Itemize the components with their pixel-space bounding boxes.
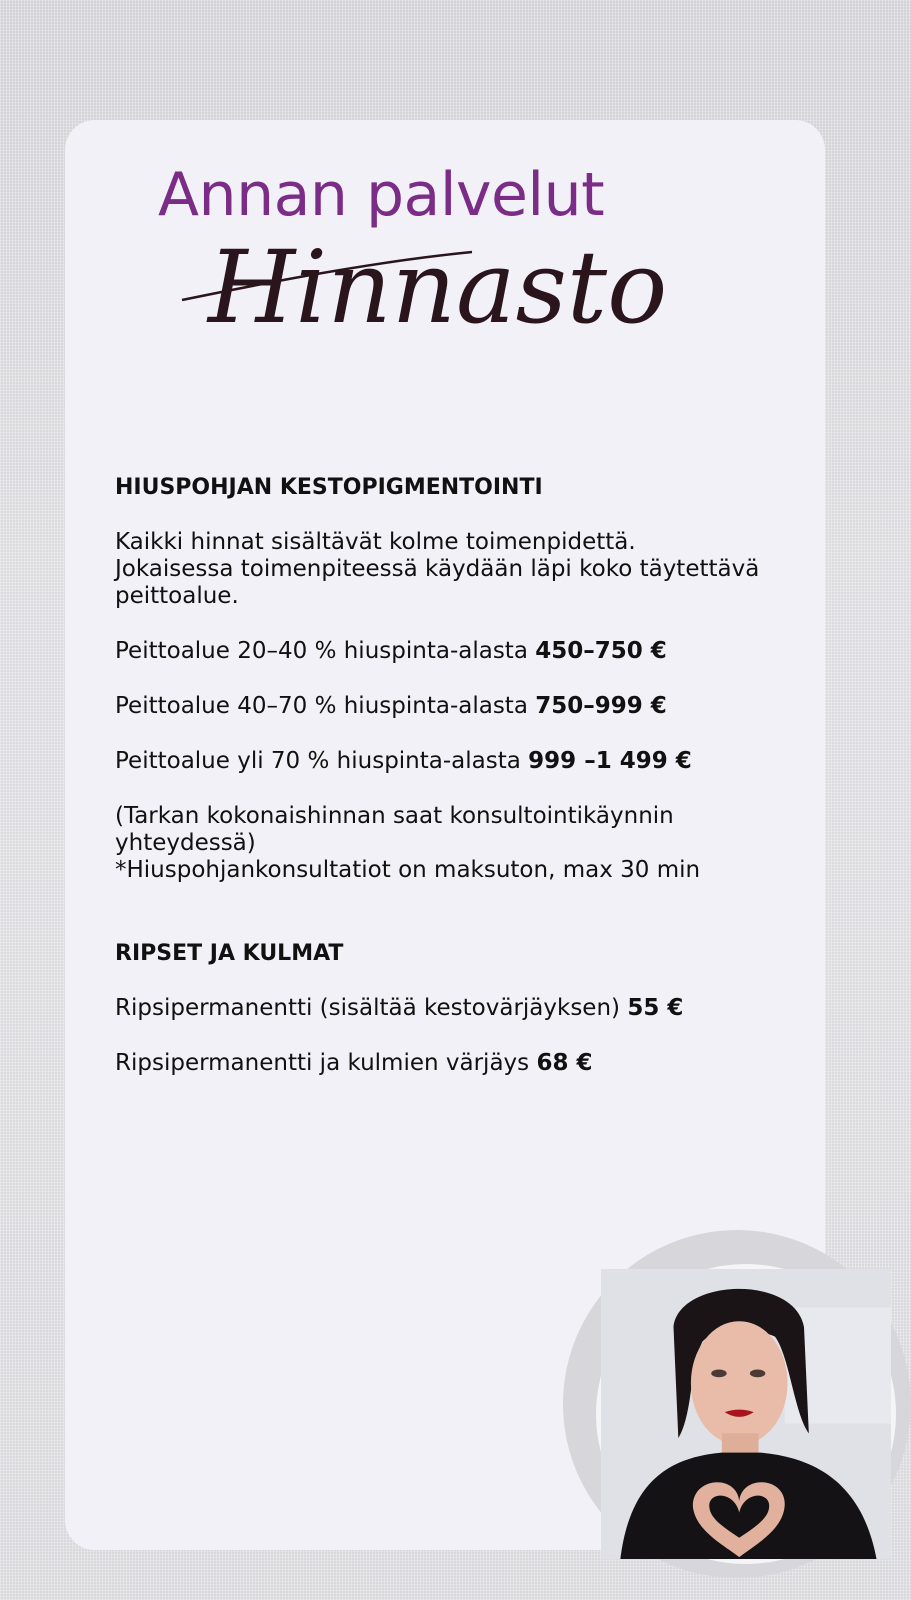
intro-line: Jokaisessa toimenpiteessä käydään läpi koko täytettävä peittoalue. bbox=[115, 556, 760, 609]
intro-line: Kaikki hinnat sisältävät kolme toimenpidettä. bbox=[115, 529, 636, 555]
price-row-label: Ripsipermanentti (sisältää kestovärjäyksen) bbox=[115, 995, 621, 1021]
price-row bbox=[115, 693, 815, 720]
lash-section-heading: RIPSET JA KULMAT bbox=[115, 941, 344, 966]
price-row-label: Peittoalue 40–70 % hiuspinta-alasta bbox=[115, 693, 528, 719]
price-row-value: 750–999 € bbox=[535, 693, 667, 719]
price-row-label: Ripsipermanentti ja kulmien värjäys bbox=[115, 1050, 530, 1076]
note-line: (Tarkan kokonaishinnan saat konsultointikäynnin yhteydessä) bbox=[115, 803, 674, 856]
price-row-value: 999 –1 499 € bbox=[528, 748, 692, 774]
price-row bbox=[115, 748, 815, 775]
price-row-label: Peittoalue yli 70 % hiuspinta-alasta bbox=[115, 748, 521, 774]
subtitle-text: Hinnasto bbox=[208, 229, 668, 346]
price-row bbox=[115, 638, 815, 665]
price-row-value: 68 € bbox=[536, 1050, 593, 1076]
price-row-value: 450–750 € bbox=[535, 638, 667, 664]
price-row-value: 55 € bbox=[627, 995, 684, 1021]
content bbox=[115, 474, 815, 1105]
portrait-illustration bbox=[601, 1269, 891, 1559]
scalp-section-heading: HIUSPOHJAN KESTOPIGMENTOINTI bbox=[115, 475, 543, 500]
price-row-label: Peittoalue 20–40 % hiuspinta-alasta bbox=[115, 638, 528, 664]
scalp-intro bbox=[115, 529, 815, 610]
subtitle-script bbox=[180, 222, 668, 357]
page-title: Annan palvelut bbox=[158, 160, 605, 230]
portrait-photo bbox=[596, 1264, 896, 1564]
price-row bbox=[115, 1050, 815, 1077]
scalp-note bbox=[115, 803, 815, 884]
note-line: *Hiuspohjankonsultatiot on maksuton, max 30 min bbox=[115, 857, 701, 883]
price-row bbox=[115, 995, 815, 1022]
